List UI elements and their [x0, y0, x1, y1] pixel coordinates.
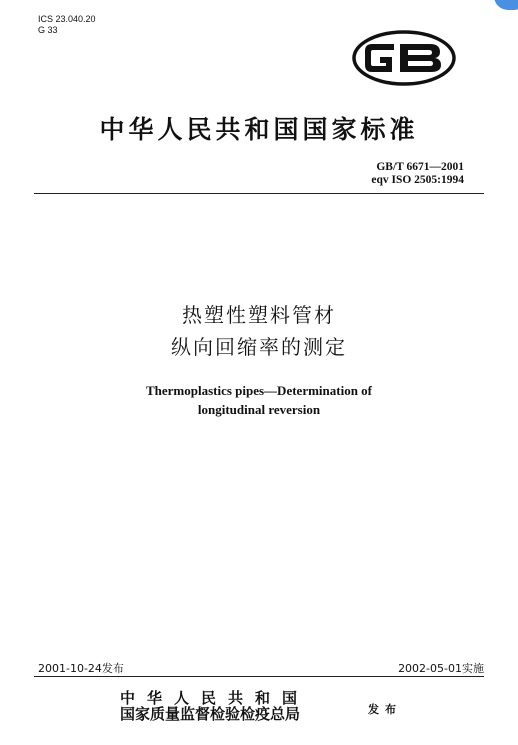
- issue-date: 2001-10-24发布: [38, 662, 124, 675]
- issuer-line2: 国家质量监督检验检疫总局: [120, 705, 301, 723]
- title-cn-line1: 热塑性塑料管材: [182, 303, 336, 327]
- classification-codes: [38, 14, 96, 36]
- equivalent-standard: eqv ISO 2505:1994: [371, 174, 464, 186]
- standard-number-block: [371, 161, 464, 187]
- ccs-code: G 33: [38, 25, 58, 35]
- title-en-line2: longitudinal reversion: [197, 402, 321, 417]
- implementation-date: 2002-05-01实施: [398, 662, 484, 675]
- title-cn-line2: 纵向回缩率的测定: [171, 335, 347, 359]
- header-divider: [34, 193, 484, 194]
- title-en-line1: Thermoplastics pipes—Determination of: [145, 383, 373, 398]
- footer-divider: [34, 676, 484, 677]
- corner-badge[interactable]: [494, 0, 518, 10]
- gb-logo-icon: [352, 30, 456, 86]
- standard-type-heading: 中华人民共和国国家标准: [99, 115, 419, 144]
- standard-code: GB/T 6671—2001: [376, 161, 464, 173]
- ics-code: ICS 23.040.20: [38, 14, 96, 24]
- publish-label: 发布: [368, 703, 402, 716]
- issuer-block: [120, 690, 360, 722]
- issuer-line1: 中华人民共和国: [120, 689, 310, 707]
